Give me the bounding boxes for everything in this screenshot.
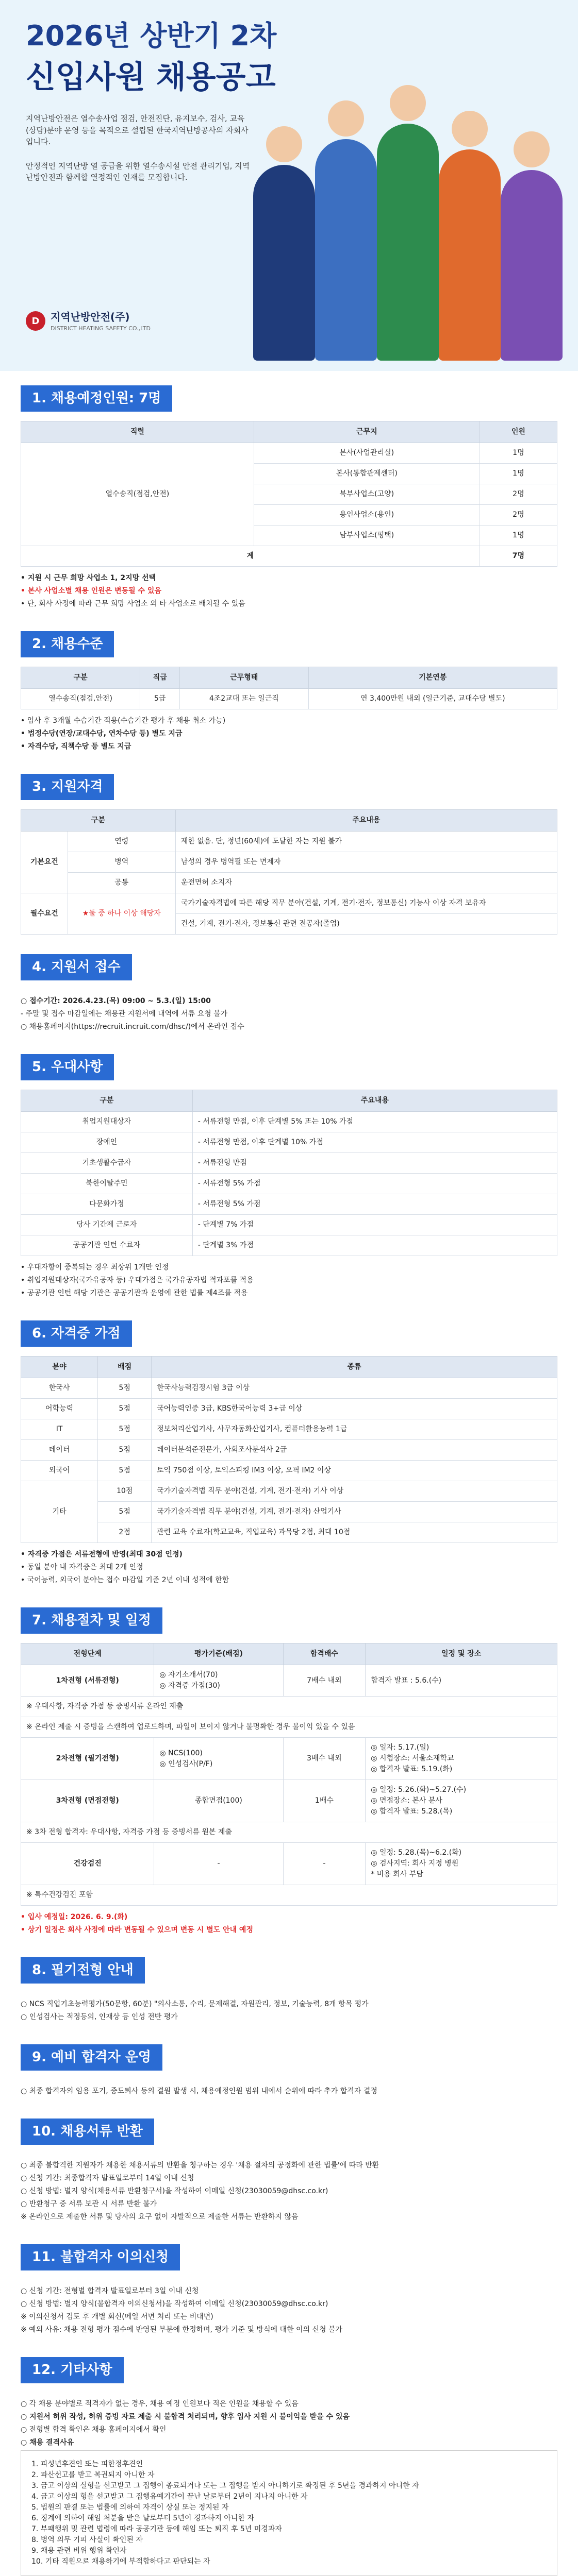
section-title: 4. 지원서 접수 (21, 954, 132, 980)
section-2: 2. 채용수준 구분 직급 근무형태 기본연봉 열수송직(점검,안전) 5급 4조2교대 또는 일근직 연 3,400만원 내외 (일근기준, 교대수당 별도) • 입사 후 3개월 수습기간 적용(수습기간 평가 후 채용 취소 가능) • 법정수당(연장/교대수당, 연차수당 등) 별도 지급 • 자격수당, 직책수당 등 별도 지급 (0, 617, 578, 759)
company-sub: DISTRICT HEATING SAFETY CO.,LTD (51, 325, 151, 332)
schedule-table: 전형단계 평가기준(배점) 합격배수 일정 및 장소 1차전형 (서류전형) ◎ 자기소개서(70) ◎ 자격증 가점(30) 7배수 내외 합격자 발표 : 5.6.(수) ※ 우대사항, 자격증 가점 등 증빙서류 온라인 제출 ※ 온라인 제출 시 증빙을 스캔하여 업로드하며, 파일이 보이지 않거나 불명확한 경우 불이익 있을 수 있음 2차전형 (필기전형) ◎ NCS(100) ◎ 인성검사(P/F) 3배수 내외 ◎ 일자: 5.17.(일) ◎ 시험장소: 서울소재학교 ◎ 합격자 발표: 5.19.(화) 3차전형 (면접전형) 종합면접(100) 1배수 ◎ 일정: 5.26.(화)~5.27.(수) ◎ 면접장소: 본사 분사 ◎ 합격자 발표: 5.28.(목) ※ 3차 전형 합격자: 우대사항, 자격증 가점 등 증빙서류 원본 제출 건강검진 - - ◎ 일정: 5.28.(목)~6.2.(화) ◎ 검사지역: 회사 지정 병원 * 비용 회사 부담 ※ 특수건강검진 포함 (21, 1643, 557, 1906)
section-title: 9. 예비 합격자 운영 (21, 2044, 162, 2071)
qualification-table: 구분 주요내용 기본요건 연령 제한 없음. 단, 정년(60세)에 도달한 자는 지원 불가 병역 남성의 경우 병역필 또는 면제자 공통 운전면허 소지자 필수요건 ★둘 중 하나 이상 해당자 국가기술자격법에 따른 해당 직무 분야(건설, 기계, 전기·전자, 정보통신) 기능사 이상 자격 보유자 건설, 기계, 전기·전자, 정보통신 관련 전공자(졸업) (21, 809, 557, 935)
people-illustration (248, 31, 563, 361)
section-12: 12. 기타사항 ○ 각 채용 분야별로 적격자가 없는 경우, 채용 예정 인원보다 적은 인원을 채용할 수 있음 ○ 지원서 허위 작성, 허위 증빙 자료 제출 시 불합격 처리되며, 향후 입사 지원 시 불이익을 받을 수 있음 ○ 전형별 합격 확인은 채용 홈페이지에서 확인 ○ 채용 결격사유 1. 피성년후견인 또는 피한정후견인 2. 파산선고를 받고 복권되지 아니한 자 3. 금고 이상의 실형을 선고받고 그 집행이 종료되거나 또는 그 집행을 받지 아니하기로 확정된 후 5년을 경과하지 아니한 자 4. 금고 이상의 형을 선고받고 그 집행유예기간이 끝난 날로부터 2년이 지나지 아니한 자 5. 법원의 판결 또는 법률에 의하여 자격이 상실 또는 정지된 자 6. 징계에 의하여 해임 처분을 받은 날로부터 5년이 경과하지 아니한 자 7. 부패행위 및 관련 법령에 따라 공공기관 등에 해임 또는 퇴직 후 5년 미경과자 8. 병역 의무 기피 사실이 확인된 자 9. 채용 관련 비위 행위 확인자 10. 기타 직원으로 채용하기에 부적합하다고 판단되는 자 (0, 2343, 578, 2576)
section-1: 1. 채용예정인원: 7명 직렬 근무지 인원 열수송직(점검,안전) 본사(사업관리실) 1명 본사(통합관제센터) 1명 북부사업소(고양) 2명 용인사업소(용인) 2명 남부사업소(평택) 1명 계 7명 • 지원 시 근무 희망 사업소 1, 2지망 선택 • 본사 사업소별 채용 인원은 변동될 수 있음 • 단, 회사 사정에 따라 근무 희망 사업소 외 타 사업소로 배치될 수 있음 (0, 371, 578, 617)
section-7: 7. 채용절차 및 일정 전형단계 평가기준(배점) 합격배수 일정 및 장소 1차전형 (서류전형) ◎ 자기소개서(70) ◎ 자격증 가점(30) 7배수 내외 합격자 발표 : 5.6.(수) ※ 우대사항, 자격증 가점 등 증빙서류 온라인 제출 ※ 온라인 제출 시 증빙을 스캔하여 업로드하며, 파일이 보이지 않거나 불명확한 경우 불이익 있을 수 있음 2차전형 (필기전형) ◎ NCS(100) ◎ 인성검사(P/F) 3배수 내외 ◎ 일자: 5.17.(일) ◎ 시험장소: 서울소재학교 ◎ 합격자 발표: 5.19.(화) 3차전형 (면접전형) 종합면접(100) 1배수 ◎ 일정: 5.26.(화)~5.27.(수) ◎ 면접장소: 본사 분사 ◎ 합격자 발표: 5.28.(목) ※ 3차 전형 합격자: 우대사항, 자격증 가점 등 증빙서류 원본 제출 건강검진 - - ◎ 일정: 5.28.(목)~6.2.(화) ◎ 검사지역: 회사 지정 병원 * 비용 회사 부담 ※ 특수건강검진 포함 • 입사 예정일: 2026. 6. 9.(화) • 상기 일정은 회사 사정에 따라 변동될 수 있으며 변동 시 별도 안내 예정 (0, 1593, 578, 1943)
section-title: 1. 채용예정인원: 7명 (21, 385, 172, 412)
section-4: 4. 지원서 접수 ○ 접수기간: 2026.4.23.(목) 09:00 ~ 5.3.(일) 15:00 - 주말 및 접수 마감일에는 채용관 지원서에 내역에 서류 요청 불가 ○ 채용홈페이지(https://recruit.incruit.com/dhsc/)에서 온라인 접수 (0, 940, 578, 1040)
preference-table: 구분 주요내용 취업지원대상자 - 서류전형 만점, 이후 단계별 5% 또는 10% 가점 장애인 - 서류전형 만점, 이후 단계별 10% 가점 기초생활수급자 - 서류전형 만점 북한이탈주민 - 서류전형 5% 가점 다문화가정 - 서류전형 5% 가점 당사 기간제 근로자 - 단계별 7% 가점 공공기관 인턴 수료자 - 단계별 3% 가점 (21, 1090, 557, 1256)
title-main: 신입사원 채용공고 (26, 59, 276, 96)
section-10: 10. 채용서류 반환 ○ 최종 불합격한 지원자가 채용한 채용서류의 반환을 청구하는 경우 '채용 절차의 공정화에 관한 법률'에 따라 반환 ○ 신청 기간: 최종합격자 발표일로부터 14일 이내 신청 ○ 신청 방법: 별지 양식(채용서류 반환청구서)을 작성하여 이메일 신청(23030059@dhsc.co.kr) ○ 반환청구 중 서류 보관 시 서류 반환 불가 ※ 온라인으로 제출한 서류 및 당사의 요구 없이 자발적으로 제출한 서류는 반환하지 않음 (0, 2104, 578, 2230)
section-title: 3. 지원자격 (21, 774, 114, 800)
section-5: 5. 우대사항 구분 주요내용 취업지원대상자 - 서류전형 만점, 이후 단계별 5% 또는 10% 가점 장애인 - 서류전형 만점, 이후 단계별 10% 가점 기초생활수급자 - 서류전형 만점 북한이탈주민 - 서류전형 5% 가점 다문화가정 - 서류전형 5% 가점 당사 기간제 근로자 - 단계별 7% 가점 공공기관 인턴 수료자 - 단계별 3% 가점 • 우대자항이 중복되는 경우 최상위 1개만 인정 • 취업지원대상자(국가유공자 등) 우대가점은 국가유공자법 적과포를 적용 • 공공기관 인턴 해당 기관은 공공기관과 운영에 관한 법률 제4조를 적용 (0, 1040, 578, 1306)
section-title: 6. 자격증 가점 (21, 1320, 132, 1347)
apply-link[interactable]: ○ 채용홈페이지(https://recruit.incruit.com/dhsc/)에서 온라인 접수 (21, 1023, 244, 1031)
section-8: 8. 필기전형 안내 ○ NCS 직업기초능력평가(50문항, 60분) "의사소통, 수리, 문제해결, 자원관리, 정보, 기술능력, 8개 항목 평가 ○ 인성검사는 적정등의, 인재상 등 인성 전반 평가 (0, 1943, 578, 2030)
intro-1: 지역난방안전은 열수송사업 점검, 안전진단, 유지보수, 검사, 교육(상담)분야 운영 등을 목적으로 설립된 한국지역난방공사의 자회사입니다. (26, 114, 249, 147)
hero-banner (0, 0, 578, 371)
section-title: 11. 불합격자 이의신청 (21, 2244, 180, 2270)
level-table: 구분 직급 근무형태 기본연봉 열수송직(점검,안전) 5급 4조2교대 또는 일근직 연 3,400만원 내외 (일근기준, 교대수당 별도) (21, 667, 557, 709)
certificate-table: 분야 배점 종류 한국사 5점 한국사능력검정시험 3급 이상 어학능력 5점 국어능력인증 3급, KBS한국어능력 3+급 이상 IT 5점 정보처리산업기사, 사무자동화산업기사, 컴퓨터활용능력 1급 데이터 5점 데이터분석준전문가, 사회조사분석사 2급 외국어 5점 토익 750점 이상, 토익스피킹 IM3 이상, 오픽 IM2 이상 기타 10점 국가기술자격법 직무 분야(건설, 기계, 전기·전자) 기사 이상 5점 국가기술자격법 직무 분야(건설, 기계, 전기·전자) 산업기사 2점 관련 교육 수료자(학교교육, 직업교육) 과목당 2점, 최대 10점 (21, 1356, 557, 1543)
intro-2: 안정적인 지역난방 열 공급을 위한 열수송시설 안전 관리기업, 지역난방안전과 함께할 열정적인 인재를 모집합니다. (26, 161, 250, 182)
section-9: 9. 예비 합격자 운영 ○ 최종 합격자의 임용 포기, 중도퇴사 등의 결원 발생 시, 채용예정인원 범위 내에서 순위에 따라 추가 합격자 결정 (0, 2030, 578, 2104)
section-title: 8. 필기전형 안내 (21, 1957, 145, 1984)
section-6: 6. 자격증 가점 분야 배점 종류 한국사 5점 한국사능력검정시험 3급 이상 어학능력 5점 국어능력인증 3급, KBS한국어능력 3+급 이상 IT 5점 정보처리산업기사, 사무자동화산업기사, 컴퓨터활용능력 1급 데이터 5점 데이터분석준전문가, 사회조사분석사 2급 외국어 5점 토익 750점 이상, 토익스피킹 IM3 이상, 오픽 IM2 이상 기타 10점 국가기술자격법 직무 분야(건설, 기계, 전기·전자) 기사 이상 5점 국가기술자격법 직무 분야(건설, 기계, 전기·전자) 산업기사 2점 관련 교육 수료자(학교교육, 직업교육) 과목당 2점, 최대 10점 • 자격증 가점은 서류전형에 반영(최대 30점 인정) • 동일 분야 내 자격증은 최대 2개 인정 • 국어능력, 외국어 분야는 접수 마감일 기준 2년 이내 성적에 한함 (0, 1306, 578, 1593)
section-title: 2. 채용수준 (21, 631, 114, 657)
headcount-table: 직렬 근무지 인원 열수송직(점검,안전) 본사(사업관리실) 1명 본사(통합관제센터) 1명 북부사업소(고양) 2명 용인사업소(용인) 2명 남부사업소(평택) 1명 계 7명 (21, 421, 557, 567)
company-name: 지역난방안전(주) (51, 311, 130, 323)
section-3 (0, 759, 578, 940)
logo-mark-icon: D (26, 311, 45, 331)
section-title: 10. 채용서류 반환 (21, 2119, 154, 2145)
title-year: 2026년 상반기 2차 (26, 20, 277, 52)
section-title: 7. 채용절차 및 일정 (21, 1607, 162, 1634)
disqualification-box: 1. 피성년후견인 또는 피한정후견인 2. 파산선고를 받고 복권되지 아니한 자 3. 금고 이상의 실형을 선고받고 그 집행이 종료되거나 또는 그 집행을 받지 아니하기로 확정된 후 5년을 경과하지 아니한 자 4. 금고 이상의 형을 선고받고 그 집행유예기간이 끝난 날로부터 2년이 지나지 아니한 자 5. 법원의 판결 또는 법률에 의하여 자격이 상실 또는 정지된 자 6. 징계에 의하여 해임 처분을 받은 날로부터 5년이 경과하지 아니한 자 7. 부패행위 및 관련 법령에 따라 공공기관 등에 해임 또는 퇴직 후 5년 미경과자 8. 병역 의무 기피 사실이 확인된 자 9. 채용 관련 비위 행위 확인자 10. 기타 직원으로 채용하기에 부적합하다고 판단되는 자 (21, 2450, 557, 2576)
section-title: 12. 기타사항 (21, 2357, 124, 2383)
section-title: 5. 우대사항 (21, 1054, 114, 1080)
company-logo (26, 309, 151, 333)
section-11: 11. 불합격자 이의신청 ○ 신청 기간: 전형별 합격자 발표일로부터 3일 이내 신청 ○ 신청 방법: 별지 양식(불합격자 이의신청서)을 작성하여 이메일 신청(23030059@dhsc.co.kr) ※ 이의신청서 검토 후 개별 회신(메일 서면 처리 또는 비대면) ※ 예외 사유: 채용 전형 평가 점수에 반영된 부분에 한정하며, 평가 기준 및 방식에 대한 이의 신청 불가 (0, 2230, 578, 2343)
